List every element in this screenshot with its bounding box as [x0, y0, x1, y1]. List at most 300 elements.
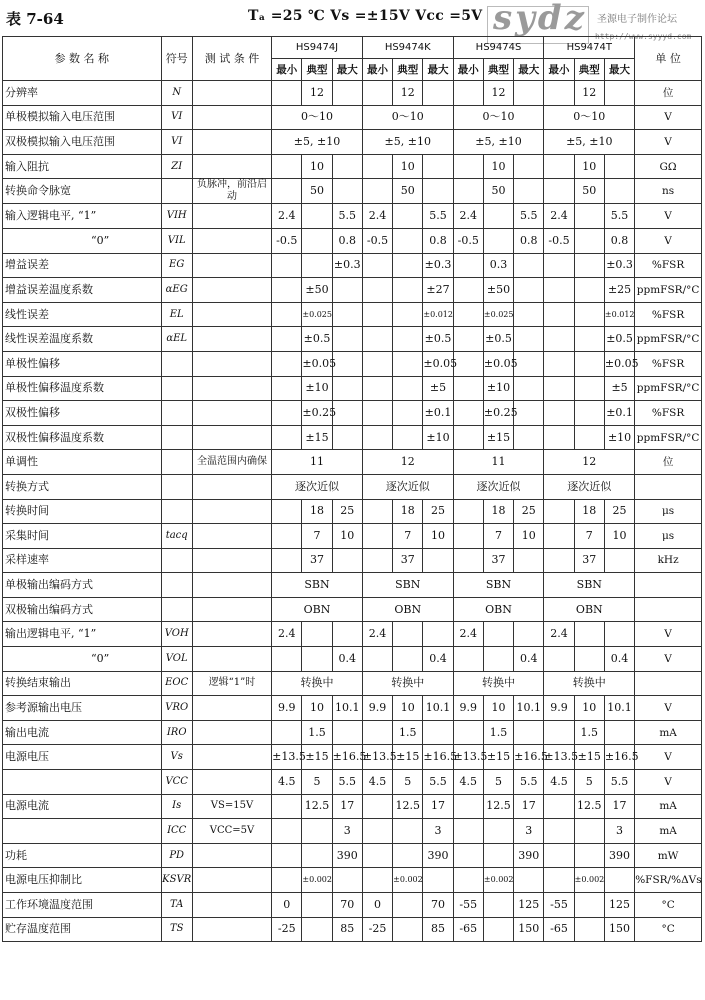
- value-max: 390: [423, 843, 453, 868]
- value-max: 17: [604, 794, 634, 819]
- value-typ: ±0.05: [302, 351, 332, 376]
- logo-text: sydz: [493, 0, 587, 38]
- table-row: [3, 351, 702, 376]
- param-symbol: [161, 474, 192, 499]
- value-max: [332, 351, 362, 376]
- value-min: [272, 253, 302, 278]
- value-span: 0～10: [362, 105, 453, 130]
- value-min: 2.4: [453, 204, 483, 229]
- value-min: [362, 499, 392, 524]
- value-max: 3: [332, 819, 362, 844]
- table-row: [3, 327, 702, 352]
- table-row: [3, 204, 702, 229]
- value-typ: [393, 917, 423, 942]
- value-min: -55: [544, 893, 574, 918]
- value-max: [514, 253, 544, 278]
- test-condition: [192, 770, 271, 795]
- header-symbol: 符号: [161, 37, 192, 81]
- value-max: 150: [604, 917, 634, 942]
- value-max: ±0.3: [604, 253, 634, 278]
- value-min: [272, 401, 302, 426]
- test-condition: [192, 327, 271, 352]
- param-name: 采集时间: [3, 524, 162, 549]
- value-max: [332, 425, 362, 450]
- param-symbol: ICC: [161, 819, 192, 844]
- value-typ: 10: [393, 154, 423, 179]
- value-typ: [393, 401, 423, 426]
- param-name: 单极输出编码方式: [3, 573, 162, 598]
- value-span: SBN: [362, 573, 453, 598]
- value-min: 4.5: [544, 770, 574, 795]
- value-typ: [483, 843, 513, 868]
- value-max: 10: [514, 524, 544, 549]
- value-typ: [483, 228, 513, 253]
- value-typ: 7: [393, 524, 423, 549]
- test-condition: [192, 893, 271, 918]
- header-sub-max: 最大: [604, 59, 634, 81]
- param-symbol: αEG: [161, 278, 192, 303]
- value-min: [453, 720, 483, 745]
- param-symbol: [161, 401, 192, 426]
- param-symbol: [161, 548, 192, 573]
- value-typ: [302, 647, 332, 672]
- param-name: 分辨率: [3, 81, 162, 106]
- test-condition: [192, 696, 271, 721]
- value-min: [544, 81, 574, 106]
- test-condition: [192, 917, 271, 942]
- param-unit: ns: [635, 179, 702, 204]
- value-max: 10: [423, 524, 453, 549]
- value-span: SBN: [272, 573, 363, 598]
- header-model-hs9474t: HS9474T: [544, 37, 635, 59]
- value-typ: 50: [483, 179, 513, 204]
- param-name: 参考源输出电压: [3, 696, 162, 721]
- param-name: 单调性: [3, 450, 162, 475]
- value-min: [272, 720, 302, 745]
- value-max: [423, 81, 453, 106]
- value-typ: 18: [574, 499, 604, 524]
- param-symbol: [161, 425, 192, 450]
- param-name: [3, 770, 162, 795]
- value-min: [362, 302, 392, 327]
- value-typ: [393, 278, 423, 303]
- value-min: ±13.5: [544, 745, 574, 770]
- value-max: [604, 868, 634, 893]
- param-name: 转换命令脉宽: [3, 179, 162, 204]
- value-span: ±5, ±10: [453, 130, 544, 155]
- value-min: [272, 819, 302, 844]
- value-typ: 12: [302, 81, 332, 106]
- param-symbol: VOL: [161, 647, 192, 672]
- param-name: 贮存温度范围: [3, 917, 162, 942]
- test-condition: [192, 843, 271, 868]
- value-min: [362, 327, 392, 352]
- value-max: [604, 179, 634, 204]
- table-row: [3, 474, 702, 499]
- test-condition: [192, 351, 271, 376]
- value-typ: ±10: [483, 376, 513, 401]
- param-unit: [635, 671, 702, 696]
- value-max: 5.5: [604, 204, 634, 229]
- param-unit: V: [635, 770, 702, 795]
- value-min: [544, 376, 574, 401]
- value-typ: 18: [393, 499, 423, 524]
- test-condition: 逻辑“1”时: [192, 671, 271, 696]
- value-max: [332, 302, 362, 327]
- param-symbol: VI: [161, 130, 192, 155]
- value-max: 3: [514, 819, 544, 844]
- value-min: [362, 278, 392, 303]
- value-typ: [574, 228, 604, 253]
- value-max: [514, 302, 544, 327]
- value-typ: 5: [302, 770, 332, 795]
- value-max: ±10: [604, 425, 634, 450]
- value-min: [453, 351, 483, 376]
- value-min: [544, 278, 574, 303]
- value-typ: 50: [574, 179, 604, 204]
- table-row: [3, 770, 702, 795]
- value-min: -25: [272, 917, 302, 942]
- value-min: [544, 843, 574, 868]
- value-typ: [574, 843, 604, 868]
- param-symbol: EG: [161, 253, 192, 278]
- value-typ: [393, 351, 423, 376]
- value-typ: 37: [483, 548, 513, 573]
- value-max: 0.4: [332, 647, 362, 672]
- value-typ: [302, 843, 332, 868]
- value-max: [332, 622, 362, 647]
- param-symbol: VI: [161, 105, 192, 130]
- test-condition: [192, 401, 271, 426]
- table-row: [3, 671, 702, 696]
- test-condition: VCC=5V: [192, 819, 271, 844]
- value-max: [514, 154, 544, 179]
- header-sub-typ: 典型: [483, 59, 513, 81]
- param-symbol: VRO: [161, 696, 192, 721]
- param-name: 增益误差温度系数: [3, 278, 162, 303]
- value-min: -0.5: [362, 228, 392, 253]
- value-min: -0.5: [272, 228, 302, 253]
- value-max: [332, 868, 362, 893]
- value-typ: 10: [302, 154, 332, 179]
- value-min: [362, 351, 392, 376]
- value-max: 17: [514, 794, 544, 819]
- value-min: [272, 376, 302, 401]
- value-max: [332, 327, 362, 352]
- value-max: [514, 376, 544, 401]
- param-name: 转换结束输出: [3, 671, 162, 696]
- value-min: [272, 351, 302, 376]
- value-typ: [483, 917, 513, 942]
- value-typ: 10: [483, 154, 513, 179]
- value-min: 0: [272, 893, 302, 918]
- test-condition: [192, 130, 271, 155]
- table-row: [3, 450, 702, 475]
- value-typ: [393, 425, 423, 450]
- value-max: [332, 720, 362, 745]
- value-min: [272, 647, 302, 672]
- param-symbol: αEL: [161, 327, 192, 352]
- value-typ: 10: [574, 696, 604, 721]
- param-unit: %FSR/%ΔVs: [635, 868, 702, 893]
- value-max: [514, 401, 544, 426]
- value-typ: 12.5: [483, 794, 513, 819]
- value-max: 390: [514, 843, 544, 868]
- param-symbol: [161, 573, 192, 598]
- table-row: [3, 105, 702, 130]
- value-span: 转换中: [453, 671, 544, 696]
- param-name: 电源电压抑制比: [3, 868, 162, 893]
- logo-subtitle: 圣源电子制作论坛: [597, 14, 677, 25]
- value-span: SBN: [544, 573, 635, 598]
- param-symbol: ZI: [161, 154, 192, 179]
- value-typ: [302, 819, 332, 844]
- header-sub-typ: 典型: [302, 59, 332, 81]
- value-typ: ±15: [302, 425, 332, 450]
- header-model-hs9474k: HS9474K: [362, 37, 453, 59]
- value-typ: 5: [483, 770, 513, 795]
- value-typ: [302, 917, 332, 942]
- table-row: [3, 720, 702, 745]
- value-max: 5.5: [604, 770, 634, 795]
- value-min: [544, 548, 574, 573]
- value-min: [544, 351, 574, 376]
- test-condition: [192, 425, 271, 450]
- param-unit: 位: [635, 81, 702, 106]
- value-min: [544, 819, 574, 844]
- value-max: [332, 376, 362, 401]
- value-max: 5.5: [423, 770, 453, 795]
- value-max: 0.4: [423, 647, 453, 672]
- param-unit: %FSR: [635, 302, 702, 327]
- value-typ: 1.5: [393, 720, 423, 745]
- value-typ: 12: [483, 81, 513, 106]
- value-min: [453, 499, 483, 524]
- param-name: “0”: [3, 647, 162, 672]
- value-span: 转换中: [544, 671, 635, 696]
- value-max: [514, 425, 544, 450]
- param-name: 转换时间: [3, 499, 162, 524]
- value-span: 逐次近似: [544, 474, 635, 499]
- value-max: ±5: [423, 376, 453, 401]
- param-name: 输入逻辑电平, “1”: [3, 204, 162, 229]
- value-min: [544, 425, 574, 450]
- value-span: 11: [272, 450, 363, 475]
- value-max: 10: [604, 524, 634, 549]
- table-row: [3, 745, 702, 770]
- value-typ: 7: [302, 524, 332, 549]
- value-min: -0.5: [544, 228, 574, 253]
- value-typ: [574, 425, 604, 450]
- header-sub-typ: 典型: [393, 59, 423, 81]
- value-max: 25: [332, 499, 362, 524]
- value-typ: ±0.25: [483, 401, 513, 426]
- value-max: ±0.012: [423, 302, 453, 327]
- value-min: [453, 425, 483, 450]
- value-max: 25: [423, 499, 453, 524]
- param-symbol: [161, 376, 192, 401]
- value-typ: ±15: [302, 745, 332, 770]
- value-typ: [574, 647, 604, 672]
- table-row: [3, 302, 702, 327]
- param-unit: [635, 597, 702, 622]
- value-max: 0.8: [604, 228, 634, 253]
- test-condition: [192, 745, 271, 770]
- table-row: [3, 893, 702, 918]
- table-row: [3, 917, 702, 942]
- value-typ: ±0.5: [483, 327, 513, 352]
- value-min: [544, 327, 574, 352]
- value-span: 12: [362, 450, 453, 475]
- value-typ: 5: [574, 770, 604, 795]
- param-symbol: [161, 597, 192, 622]
- value-typ: [574, 327, 604, 352]
- header-sub-min: 最小: [544, 59, 574, 81]
- param-name: 功耗: [3, 843, 162, 868]
- param-symbol: EOC: [161, 671, 192, 696]
- value-min: [544, 253, 574, 278]
- value-typ: 5: [393, 770, 423, 795]
- table-row: [3, 376, 702, 401]
- value-max: [423, 868, 453, 893]
- value-max: [514, 548, 544, 573]
- value-min: -0.5: [453, 228, 483, 253]
- value-min: [272, 327, 302, 352]
- value-min: [272, 499, 302, 524]
- param-unit: %FSR: [635, 401, 702, 426]
- value-min: [453, 154, 483, 179]
- value-max: [514, 351, 544, 376]
- value-typ: [393, 302, 423, 327]
- value-max: [604, 720, 634, 745]
- value-max: 10.1: [514, 696, 544, 721]
- value-typ: 10: [483, 696, 513, 721]
- param-symbol: VIL: [161, 228, 192, 253]
- header-sub-min: 最小: [453, 59, 483, 81]
- value-typ: 12.5: [302, 794, 332, 819]
- value-span: 逐次近似: [272, 474, 363, 499]
- value-min: [272, 154, 302, 179]
- test-condition: [192, 868, 271, 893]
- value-typ: [393, 228, 423, 253]
- value-min: [272, 302, 302, 327]
- param-unit: [635, 474, 702, 499]
- value-typ: ±0.002: [483, 868, 513, 893]
- value-min: [453, 819, 483, 844]
- value-span: 0～10: [453, 105, 544, 130]
- param-unit: mA: [635, 819, 702, 844]
- param-unit: V: [635, 105, 702, 130]
- value-min: 9.9: [272, 696, 302, 721]
- value-span: OBN: [272, 597, 363, 622]
- param-name: 双极性偏移: [3, 401, 162, 426]
- value-min: 2.4: [272, 622, 302, 647]
- test-conditions-header: Tₐ =25 ℃ Vs =±15V Vcc =5V: [248, 8, 483, 24]
- value-typ: ±15: [574, 745, 604, 770]
- value-typ: 18: [483, 499, 513, 524]
- value-max: [604, 548, 634, 573]
- value-typ: [574, 819, 604, 844]
- value-max: [423, 179, 453, 204]
- param-symbol: Is: [161, 794, 192, 819]
- value-typ: [302, 893, 332, 918]
- value-typ: 37: [574, 548, 604, 573]
- value-max: 0.8: [332, 228, 362, 253]
- value-typ: [574, 622, 604, 647]
- table-row: [3, 154, 702, 179]
- header-sub-typ: 典型: [574, 59, 604, 81]
- param-unit: kHz: [635, 548, 702, 573]
- value-min: 0: [362, 893, 392, 918]
- value-max: [514, 868, 544, 893]
- value-max: 17: [423, 794, 453, 819]
- value-min: -65: [544, 917, 574, 942]
- param-name: 线性误差: [3, 302, 162, 327]
- header-sub-max: 最大: [423, 59, 453, 81]
- header-unit: 单 位: [635, 37, 702, 81]
- value-max: [332, 548, 362, 573]
- value-typ: [483, 893, 513, 918]
- value-min: 9.9: [544, 696, 574, 721]
- table-row: [3, 401, 702, 426]
- test-condition: [192, 376, 271, 401]
- test-condition: [192, 204, 271, 229]
- value-min: [453, 253, 483, 278]
- value-span: SBN: [453, 573, 544, 598]
- value-min: [544, 302, 574, 327]
- param-unit: V: [635, 745, 702, 770]
- param-unit: mA: [635, 720, 702, 745]
- value-typ: 18: [302, 499, 332, 524]
- value-min: [544, 401, 574, 426]
- value-min: [362, 425, 392, 450]
- table-row: [3, 597, 702, 622]
- value-typ: 50: [302, 179, 332, 204]
- value-max: 70: [423, 893, 453, 918]
- value-max: 150: [514, 917, 544, 942]
- test-condition: 全温范围内确保: [192, 450, 271, 475]
- value-typ: [393, 843, 423, 868]
- param-name: 输出电流: [3, 720, 162, 745]
- value-min: [272, 278, 302, 303]
- test-condition: [192, 573, 271, 598]
- test-condition: [192, 597, 271, 622]
- value-max: ±16.5: [514, 745, 544, 770]
- value-typ: [574, 917, 604, 942]
- value-max: 17: [332, 794, 362, 819]
- value-max: 10.1: [604, 696, 634, 721]
- param-unit: °C: [635, 917, 702, 942]
- table-row: [3, 130, 702, 155]
- value-max: [514, 622, 544, 647]
- param-unit: 位: [635, 450, 702, 475]
- value-max: ±0.1: [423, 401, 453, 426]
- value-max: 25: [604, 499, 634, 524]
- value-typ: [393, 893, 423, 918]
- table-row: [3, 425, 702, 450]
- value-min: 2.4: [272, 204, 302, 229]
- value-min: [362, 720, 392, 745]
- value-min: [453, 179, 483, 204]
- value-span: 逐次近似: [362, 474, 453, 499]
- value-max: 5.5: [332, 204, 362, 229]
- value-max: 0.8: [514, 228, 544, 253]
- test-condition: 负脉冲，前沿启动: [192, 179, 271, 204]
- value-min: ±13.5: [362, 745, 392, 770]
- param-unit: ppmFSR/°C: [635, 327, 702, 352]
- value-typ: ±15: [393, 745, 423, 770]
- table-row: [3, 843, 702, 868]
